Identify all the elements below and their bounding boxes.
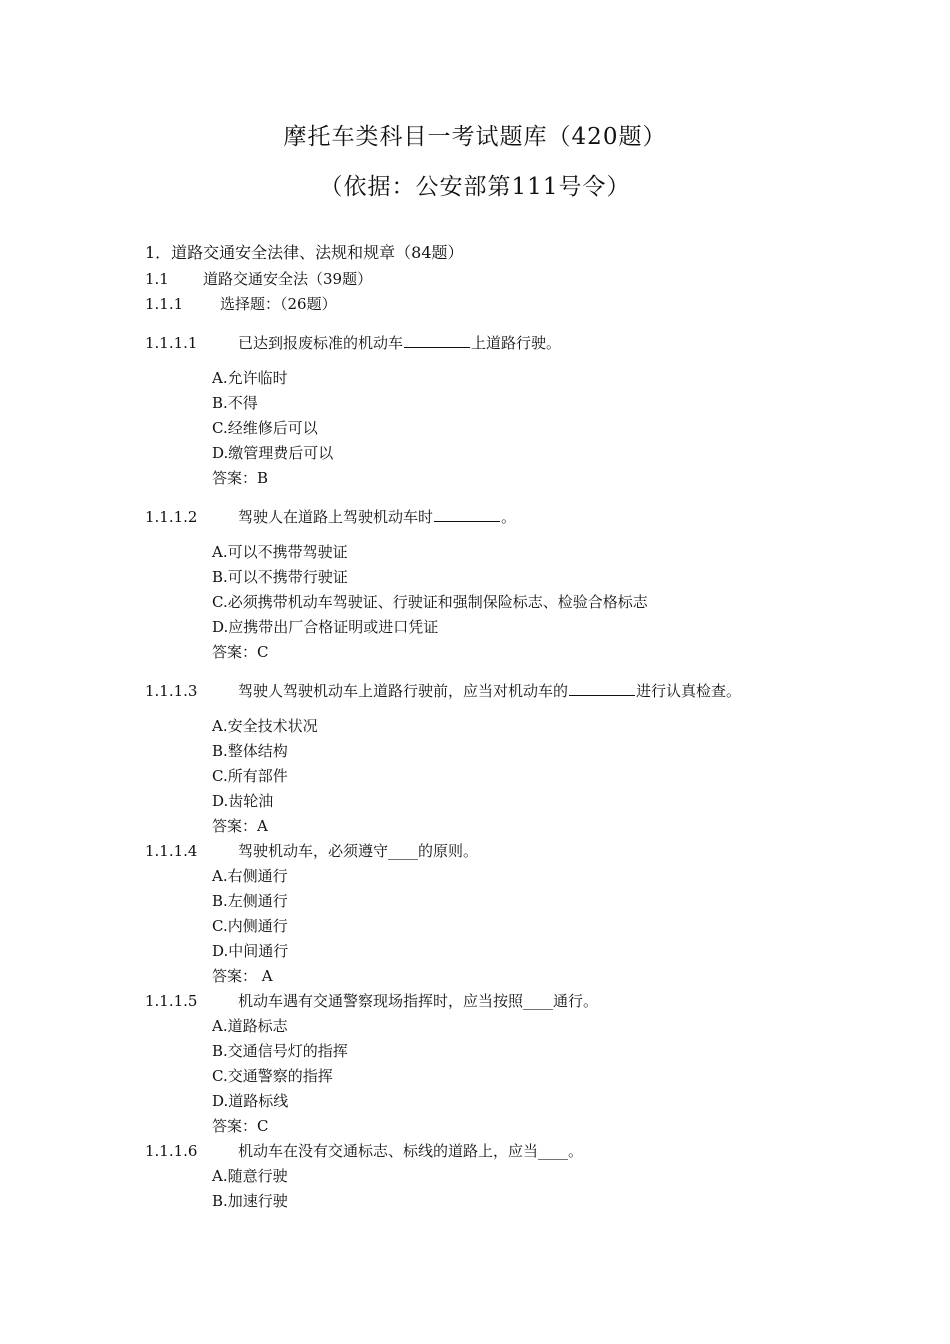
option-d: D.缴管理费后可以 <box>212 444 334 462</box>
answer-blank <box>404 346 470 348</box>
option-a: A.安全技术状况 <box>212 717 318 735</box>
question-text-after: 上道路行驶。 <box>471 334 562 352</box>
answer-line: 答案：C <box>212 643 269 661</box>
question-text: 驾驶机动车，必须遵守____的原则。 <box>238 842 479 860</box>
question-number: 1.1.1.4 <box>145 842 198 860</box>
option-c: C.经维修后可以 <box>212 419 318 437</box>
option-a: A.右侧通行 <box>212 867 288 885</box>
chapter-heading: 1．道路交通安全法律、法规和规章（84题） <box>145 243 464 262</box>
option-b: B.不得 <box>212 394 258 412</box>
question-1 <box>145 332 561 353</box>
page-title: 摩托车类科目一考试题库（420题） <box>283 124 667 150</box>
option-b: B.左侧通行 <box>212 892 288 910</box>
option-d: D.道路标线 <box>212 1092 289 1110</box>
answer-line: 答案：B <box>212 469 269 487</box>
option-b: B.交通信号灯的指挥 <box>212 1042 348 1060</box>
option-c: C.交通警察的指挥 <box>212 1067 333 1085</box>
option-b: B.整体结构 <box>212 742 288 760</box>
option-a: A.可以不携带驾驶证 <box>212 543 348 561</box>
page-subtitle: （依据：公安部第111号令） <box>319 174 631 200</box>
question-text-after: 进行认真检查。 <box>636 682 742 700</box>
section-heading <box>145 268 372 289</box>
answer-line: 答案： A <box>212 967 273 985</box>
question-4 <box>145 840 478 861</box>
answer-line: 答案：A <box>212 817 268 835</box>
section-label: 道路交通安全法（39题） <box>203 270 373 288</box>
option-d: D.应携带出厂合格证明或进口凭证 <box>212 618 439 636</box>
option-b: B.加速行驶 <box>212 1192 288 1210</box>
question-number: 1.1.1.6 <box>145 1142 198 1160</box>
option-c: C.内侧通行 <box>212 917 288 935</box>
section-number: 1.1 <box>145 270 169 288</box>
answer-blank <box>569 694 635 696</box>
subsection-number: 1.1.1 <box>145 295 184 313</box>
question-text-before: 驾驶人在道路上驾驶机动车时 <box>238 508 434 526</box>
question-6 <box>145 1140 583 1161</box>
subsection-heading <box>145 293 337 314</box>
answer-line: 答案：C <box>212 1117 269 1135</box>
question-text: 机动车在没有交通标志、标线的道路上，应当____。 <box>238 1142 584 1160</box>
question-number: 1.1.1.3 <box>145 682 198 700</box>
question-3 <box>145 680 741 701</box>
option-d: D.中间通行 <box>212 942 289 960</box>
option-a: A.随意行驶 <box>212 1167 288 1185</box>
option-d: D.齿轮油 <box>212 792 274 810</box>
question-text-before: 已达到报废标准的机动车 <box>238 334 404 352</box>
option-a: A.道路标志 <box>212 1017 288 1035</box>
option-c: C.所有部件 <box>212 767 288 785</box>
option-b: B.可以不携带行驶证 <box>212 568 348 586</box>
question-number: 1.1.1.2 <box>145 508 198 526</box>
question-5 <box>145 990 598 1011</box>
question-2 <box>145 506 516 527</box>
subsection-label: 选择题：（26题） <box>220 295 337 313</box>
question-text-after: 。 <box>501 508 517 526</box>
option-a: A.允许临时 <box>212 369 288 387</box>
question-text: 机动车遇有交通警察现场指挥时，应当按照____通行。 <box>238 992 599 1010</box>
question-number: 1.1.1.5 <box>145 992 198 1010</box>
answer-blank <box>434 520 500 522</box>
question-text-before: 驾驶人驾驶机动车上道路行驶前，应当对机动车的 <box>238 682 569 700</box>
option-c: C.必须携带机动车驾驶证、行驶证和强制保险标志、检验合格标志 <box>212 593 648 611</box>
question-number: 1.1.1.1 <box>145 334 198 352</box>
